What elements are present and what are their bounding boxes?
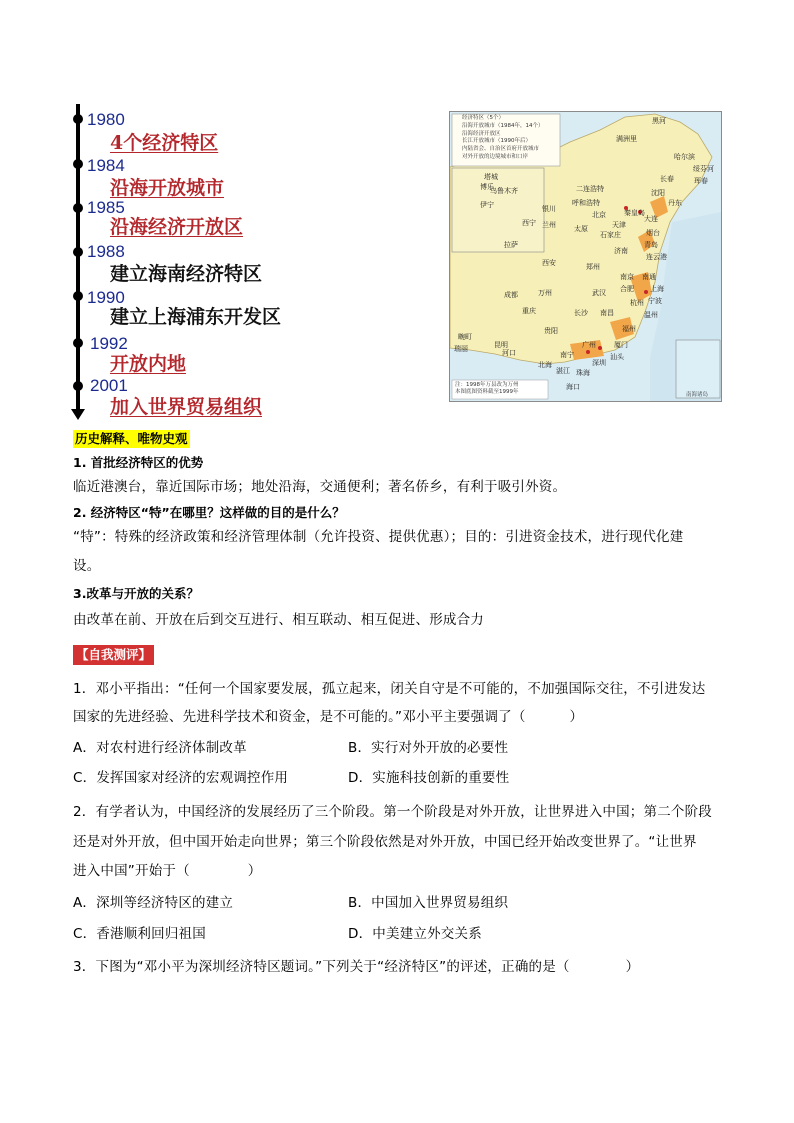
map-label: 深圳 <box>592 359 606 367</box>
timeline-event: 建立上海浦东开发区 <box>110 306 282 328</box>
map-label: 武汉 <box>592 289 606 297</box>
answer-text: 临近港澳台，靠近国际市场；地处沿海，交通便利；著名侨乡，有利于吸引外资。 <box>73 479 567 495</box>
legend-item: 经济特区（5个） <box>462 115 504 121</box>
timeline-event: 建立海南经济特区 <box>110 263 263 285</box>
map-label: 青岛 <box>644 241 658 249</box>
map-label: 黑河 <box>652 117 666 125</box>
timeline-year: 1985 <box>87 198 125 217</box>
option-a[interactable]: A．深圳等经济特区的建立 <box>73 895 234 911</box>
timeline-arrow-icon <box>71 409 85 420</box>
timeline-event: 沿海开放城市 <box>110 177 225 199</box>
answer-text: 由改革在前、开放在后到交互进行、相互联动、相互促进、形成合力 <box>73 612 484 628</box>
test-question: 还是对外开放，但中国开始走向世界；第三个阶段依然是对外开放，中国已经开始改变世界了。“让世界 <box>73 834 697 850</box>
map-label: 连云港 <box>646 253 667 261</box>
map-label: 福州 <box>622 325 636 333</box>
option-d[interactable]: D．中美建立外交关系 <box>348 926 482 942</box>
legend-item: 内陆省会、自治区首府开放城市 <box>462 146 540 153</box>
legend-item: 长江开放城市（1990年后） <box>462 138 531 145</box>
map-label: 湛江 <box>556 367 570 375</box>
map-label: 西宁 <box>522 219 536 227</box>
legend-item: 沿海开放城市（1984年，14个） <box>462 122 544 129</box>
map-label: 重庆 <box>522 307 536 315</box>
timeline-dot <box>73 114 83 124</box>
question-title: 1. 首批经济特区的优势 <box>73 455 204 470</box>
map-label: 北海 <box>538 361 552 369</box>
timeline-event: 4个经济特区 <box>110 132 219 154</box>
map-label: 万州 <box>538 289 552 297</box>
answer-text: 设。 <box>73 558 101 574</box>
map-label: 满洲里 <box>616 135 637 143</box>
map-label: 拉萨 <box>504 241 518 249</box>
map-label: 丹东 <box>668 199 682 207</box>
map-label: 乌鲁木齐 <box>490 187 518 195</box>
map-label: 上海 <box>650 285 664 293</box>
timeline-event: 沿海经济开放区 <box>110 216 244 238</box>
answer-text: “特”：特殊的经济政策和经济管理体制（允许投资、提供优惠）；目的：引进资金技术，进行现代化建 <box>73 529 684 545</box>
option-b[interactable]: B．实行对外开放的必要性 <box>348 740 509 756</box>
map-label: 石家庄 <box>600 231 621 239</box>
timeline-year: 1990 <box>87 288 125 307</box>
question-title: 3.改革与开放的关系？ <box>73 586 199 601</box>
map-label: 大连 <box>644 215 658 223</box>
test-question: 国家的先进经验、先进科学技术和资金，是不可能的。”邓小平主要强调了（ ） <box>73 709 584 725</box>
map-label: 烟台 <box>646 229 660 237</box>
map-label: 广州 <box>582 341 596 349</box>
map-label: 宁波 <box>648 297 662 305</box>
map-label: 北京 <box>592 211 606 219</box>
option-b[interactable]: B．中国加入世界贸易组织 <box>348 895 509 911</box>
map-label: 天津 <box>612 221 626 229</box>
map-label: 温州 <box>644 311 658 319</box>
test-question: 2．有学者认为，中国经济的发展经历了三个阶段。第一个阶段是对外开放，让世界进入中国；第二个阶段 <box>73 804 712 820</box>
map-label: 海口 <box>566 383 580 391</box>
map-label: 厦门 <box>614 341 628 349</box>
map-label: 珲春 <box>694 177 708 185</box>
test-question: 3．下图为“邓小平为深圳经济特区题词。”下列关于“经济特区”的评述，正确的是（ ） <box>73 959 640 975</box>
map-label: 兰州 <box>542 221 556 229</box>
option-a[interactable]: A．对农村进行经济体制改革 <box>73 740 247 756</box>
legend-item: 沿海经济开放区 <box>462 130 501 137</box>
map-label: 绥芬河 <box>693 165 714 173</box>
map-label: 秦皇岛 <box>624 209 645 217</box>
timeline-dot <box>73 247 83 257</box>
map-label: 南昌 <box>600 309 614 317</box>
map-label: 沈阳 <box>651 189 665 197</box>
question-title: 2. 经济特区“特”在哪里？这样做的目的是什么？ <box>73 505 345 520</box>
timeline-dot <box>73 291 83 301</box>
legend-item: 对外开放的边境城市和口岸 <box>462 153 529 160</box>
option-d[interactable]: D．实施科技创新的重要性 <box>348 770 510 786</box>
map-label: 博乐 <box>480 183 494 191</box>
map-label: 济南 <box>614 247 628 255</box>
map-label: 二连浩特 <box>576 185 604 193</box>
timeline-year: 2001 <box>90 376 128 395</box>
map-label: 珠海 <box>576 369 590 377</box>
map-label: 塔城 <box>484 173 498 181</box>
option-c[interactable]: C．香港顺利回归祖国 <box>73 926 206 942</box>
map-label: 南通 <box>642 273 656 281</box>
map-label: 南京 <box>620 273 634 281</box>
map-label: 贵阳 <box>544 327 558 335</box>
map-label: 哈尔滨 <box>674 153 695 161</box>
test-question: 1．邓小平指出：“任何一个国家要发展，孤立起来，闭关自守是不可能的，不加强国际交往，不引进发达 <box>73 681 706 697</box>
self-test-badge: 【自我测评】 <box>73 645 154 665</box>
map-label: 西安 <box>542 259 556 267</box>
map-label: 呼和浩特 <box>572 199 600 207</box>
china-opening-map <box>449 111 722 402</box>
map-label: 河口 <box>502 349 516 357</box>
map-label: 瑞丽 <box>454 345 468 353</box>
timeline-dot <box>73 159 83 169</box>
timeline-dot <box>73 381 83 391</box>
map-label: 合肥 <box>620 285 634 293</box>
map-label: 畹町 <box>458 333 472 341</box>
map-legend <box>462 115 544 162</box>
timeline-year: 1992 <box>90 334 128 353</box>
map-label: 长春 <box>660 175 674 183</box>
map-label: 太原 <box>574 225 588 233</box>
map-label: 杭州 <box>630 299 644 307</box>
inset-label: 南海诸岛 <box>686 392 709 398</box>
map-label: 银川 <box>542 205 556 213</box>
timeline-axis <box>76 104 80 412</box>
map-note: 注：1998年万县改为万州 本图底图资料截至1999年 <box>455 382 519 395</box>
timeline-year: 1980 <box>87 110 125 129</box>
timeline-event: 开放内地 <box>110 353 187 375</box>
map-label: 长沙 <box>574 309 588 317</box>
timeline-event: 加入世界贸易组织 <box>110 396 263 418</box>
map-label: 郑州 <box>586 263 600 271</box>
timeline-year: 1984 <box>87 156 125 175</box>
option-c[interactable]: C．发挥国家对经济的宏观调控作用 <box>73 770 289 786</box>
map-label: 南宁 <box>560 351 574 359</box>
section-title: 历史解释、唯物史观 <box>75 431 188 446</box>
map-label: 昆明 <box>494 341 508 349</box>
map-label: 汕头 <box>610 353 624 361</box>
map-label: 成都 <box>504 291 518 299</box>
timeline-year: 1988 <box>87 242 125 261</box>
test-question: 进入中国”开始于（ ） <box>73 863 262 879</box>
timeline-dot <box>73 203 83 213</box>
timeline-dot <box>73 338 83 348</box>
map-label: 伊宁 <box>480 201 494 209</box>
